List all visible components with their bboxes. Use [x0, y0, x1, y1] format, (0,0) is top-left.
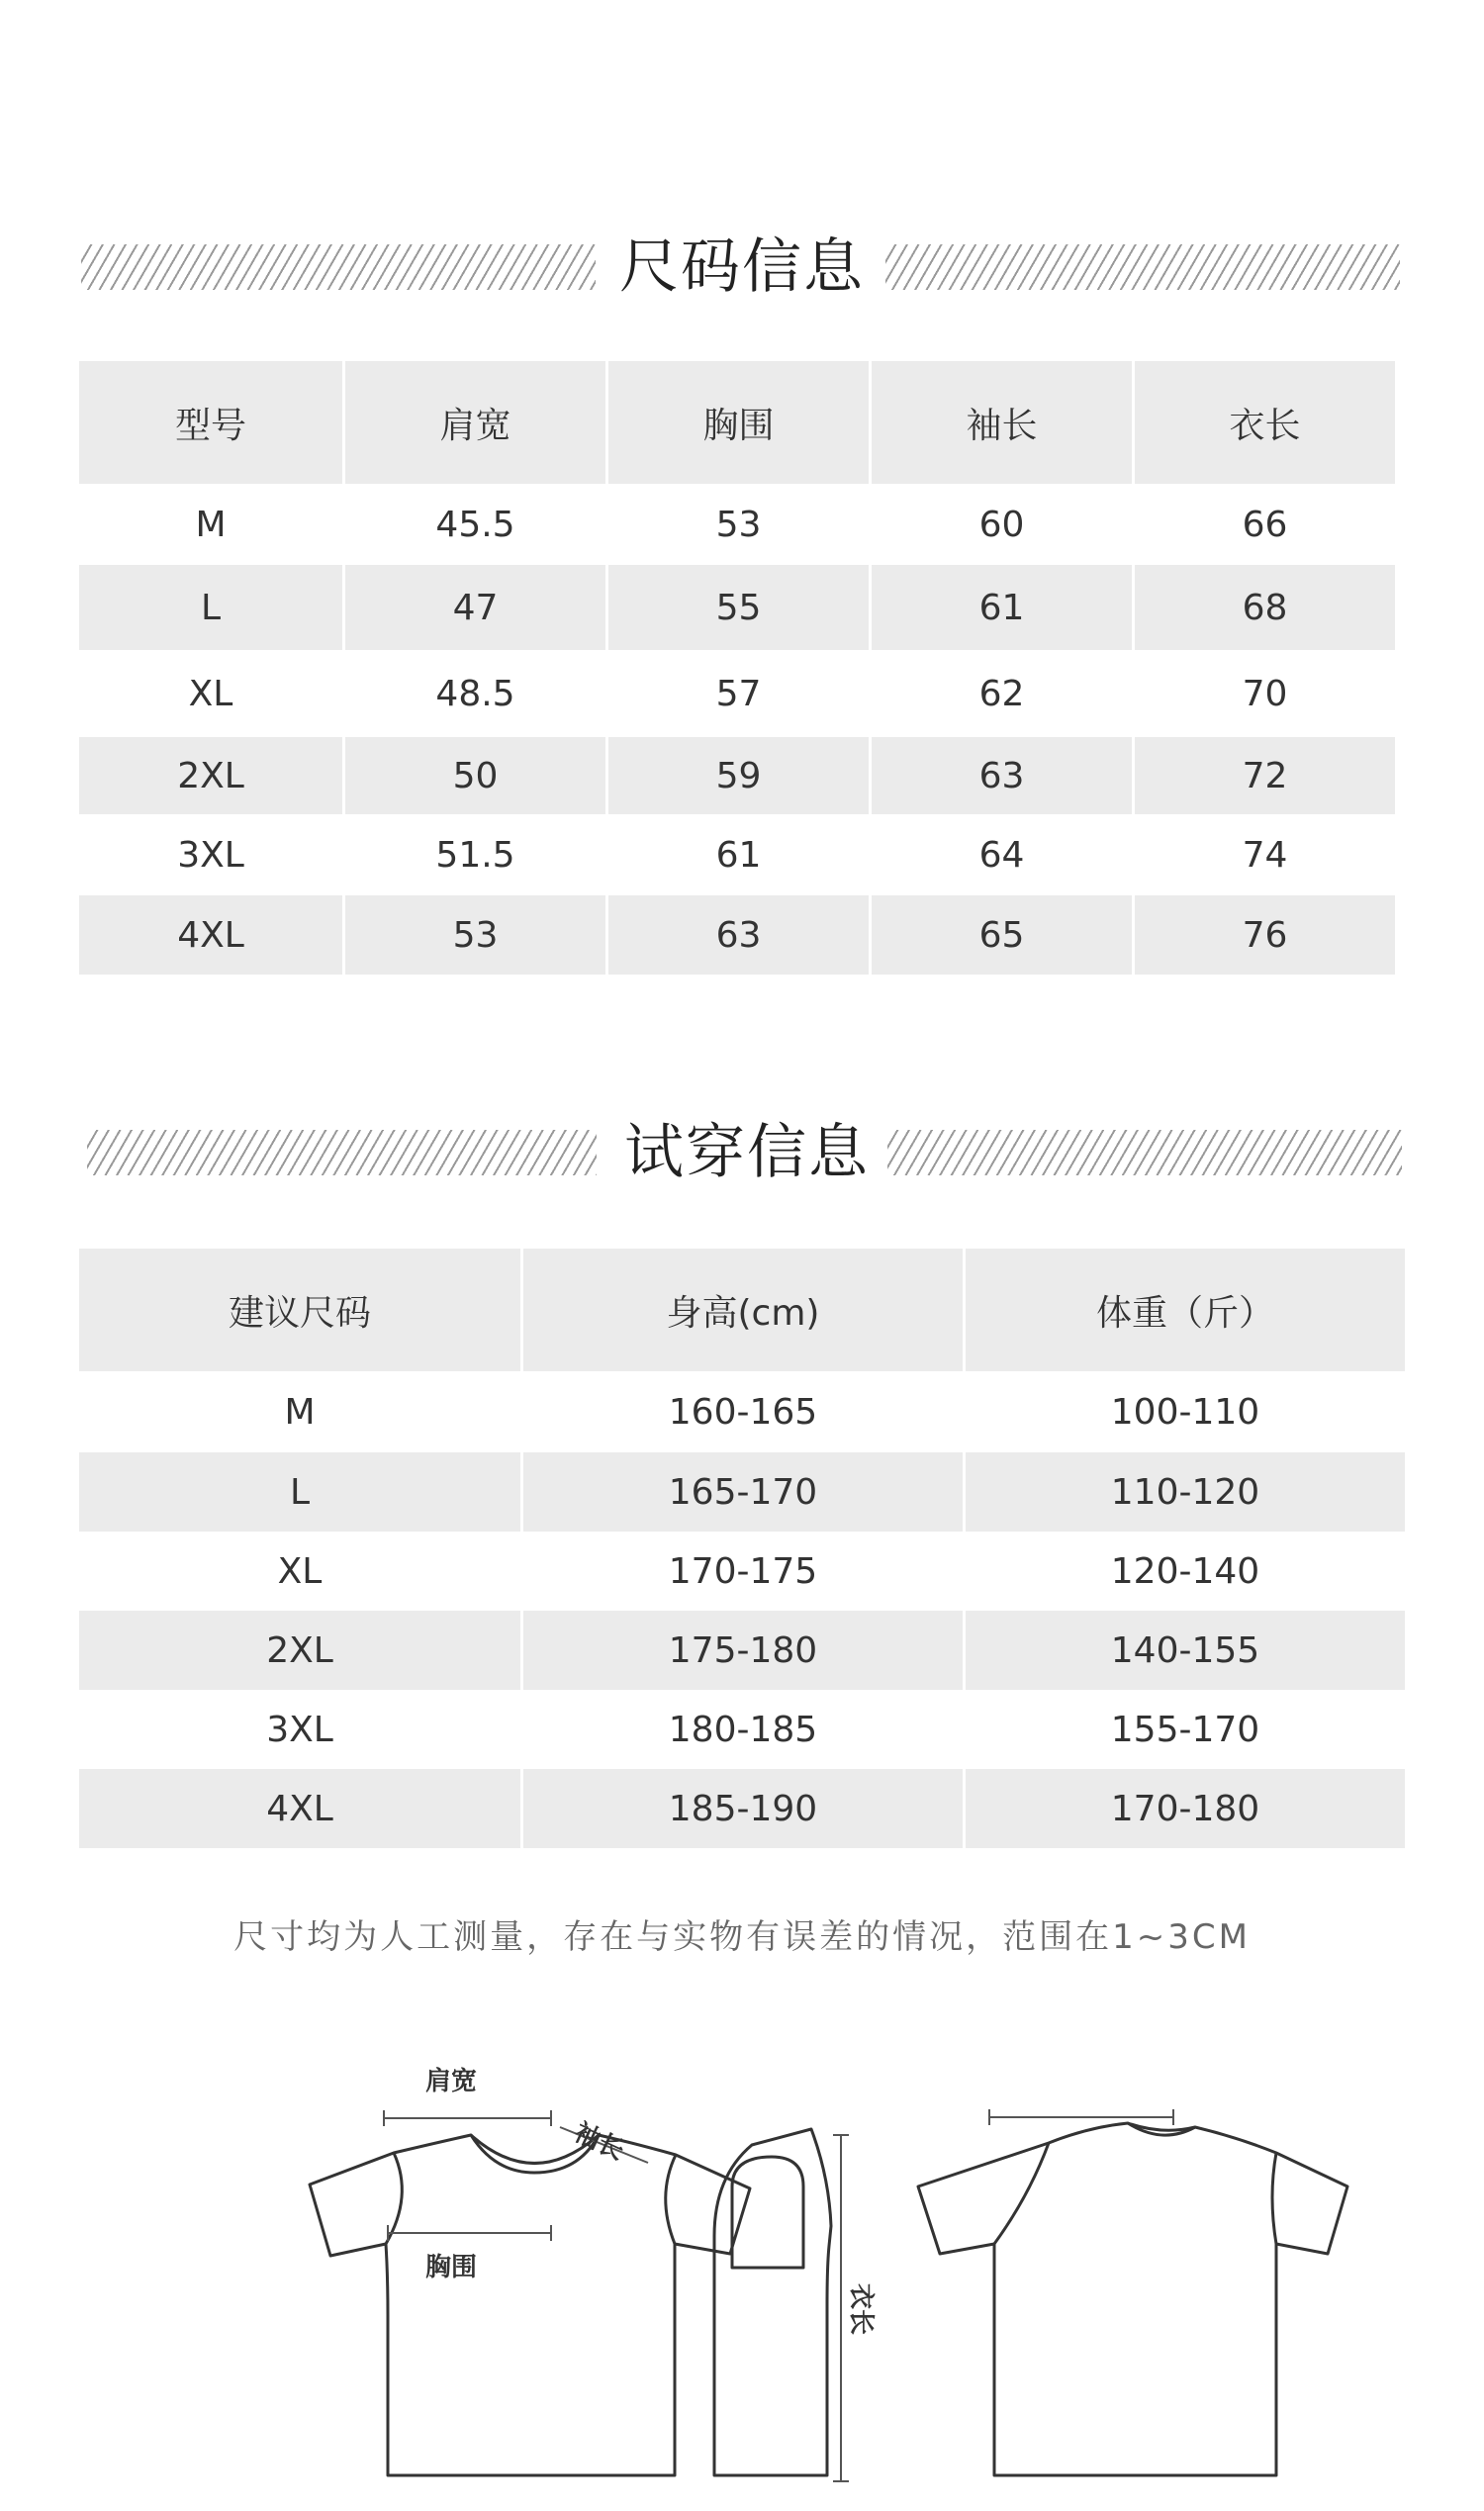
table-cell: 55 [605, 565, 869, 650]
table-cell: XL [188, 673, 233, 714]
header-cell: 型号 [79, 361, 342, 484]
table-row [79, 1611, 1405, 1690]
table-cell: 3XL [177, 834, 244, 876]
decorative-hatch-right [885, 244, 1400, 290]
table-cell: 180-185 [520, 1690, 963, 1769]
table-row [79, 1769, 1405, 1848]
table-cell: 53 [342, 895, 605, 975]
table-cell: 175-180 [520, 1611, 963, 1690]
table-cell: 155-170 [963, 1690, 1405, 1769]
table-cell: 100-110 [963, 1371, 1405, 1452]
table-cell: 47 [342, 565, 605, 650]
header-cell: 胸围 [605, 361, 869, 484]
table-row [79, 1690, 1405, 1769]
table-cell: 3XL [266, 1709, 333, 1750]
table-cell: 68 [1132, 565, 1395, 650]
table-cell: 51.5 [342, 814, 605, 895]
table-cell: 140-155 [963, 1611, 1405, 1690]
table-cell: 62 [869, 650, 1132, 737]
table-cell: 65 [869, 895, 1132, 975]
tshirt-measurement-diagram [0, 2018, 1484, 2503]
fit-table-header [79, 1249, 1405, 1371]
table-row [79, 814, 1395, 895]
table-cell: 45.5 [342, 484, 605, 565]
measurement-note: 尺寸均为人工测量，存在与实物有误差的情况，范围在1~3CM [233, 1917, 1251, 1957]
table-row [79, 1452, 1405, 1532]
table-cell: 110-120 [963, 1452, 1405, 1532]
table-cell: 60 [869, 484, 1132, 565]
table-cell: 170-175 [520, 1532, 963, 1611]
table-row [79, 737, 1395, 814]
size-section-title: 尺码信息 [619, 232, 865, 302]
table-cell: 53 [605, 484, 869, 565]
table-cell: 63 [869, 737, 1132, 814]
header-cell: 建议尺码 [79, 1249, 520, 1371]
header-cell: 衣长 [1132, 361, 1395, 484]
table-cell: 61 [869, 565, 1132, 650]
sleeve-label: 袖长 [569, 2117, 629, 2167]
table-cell: 48.5 [342, 650, 605, 737]
decorative-hatch-left [81, 244, 596, 290]
table-row [79, 1371, 1405, 1452]
table-cell: XL [277, 1550, 323, 1592]
header-cell: 袖长 [869, 361, 1132, 484]
fit-table [79, 1249, 1405, 1848]
decorative-hatch-left [87, 1130, 597, 1175]
size-table-header [79, 361, 1395, 484]
table-cell: 72 [1132, 737, 1395, 814]
table-cell: 66 [1132, 484, 1395, 565]
table-row [79, 650, 1395, 737]
table-row [79, 565, 1395, 650]
length-label: 衣长 [846, 2283, 876, 2336]
table-cell: 59 [605, 737, 869, 814]
size-table [79, 361, 1395, 975]
table-cell: L [79, 1452, 520, 1532]
header-cell: 身高(cm) [520, 1249, 963, 1371]
front-tshirt-outline [310, 2135, 750, 2475]
table-cell: 74 [1132, 814, 1395, 895]
table-cell: 120-140 [963, 1532, 1405, 1611]
chest-label: 胸围 [425, 2253, 478, 2282]
table-row [79, 1532, 1405, 1611]
table-row [79, 895, 1395, 975]
table-cell: 170-180 [963, 1769, 1405, 1848]
table-cell: 57 [605, 650, 869, 737]
table-cell: 61 [605, 814, 869, 895]
table-cell: 185-190 [520, 1769, 963, 1848]
back-tshirt-outline [918, 2123, 1347, 2475]
table-cell: 4XL [79, 1769, 520, 1848]
shoulder-label: 肩宽 [425, 2067, 478, 2096]
decorative-hatch-right [887, 1130, 1402, 1175]
header-cell: 肩宽 [342, 361, 605, 484]
table-cell: 50 [342, 737, 605, 814]
table-cell: 64 [869, 814, 1132, 895]
table-cell: 63 [605, 895, 869, 975]
size-section-header [0, 223, 1484, 312]
table-cell: M [195, 504, 227, 545]
table-cell: 160-165 [520, 1371, 963, 1452]
table-cell: M [284, 1391, 316, 1433]
table-cell: 76 [1132, 895, 1395, 975]
table-cell: 2XL [79, 1611, 520, 1690]
table-cell: 2XL [79, 737, 342, 814]
fit-section-title: 试穿信息 [624, 1118, 870, 1187]
fit-section-header [0, 1108, 1484, 1197]
table-cell: 4XL [79, 895, 342, 975]
table-cell: L [79, 565, 342, 650]
table-cell: 165-170 [520, 1452, 963, 1532]
table-row [79, 484, 1395, 565]
header-cell: 体重（斤） [963, 1249, 1405, 1371]
table-cell: 70 [1132, 650, 1395, 737]
